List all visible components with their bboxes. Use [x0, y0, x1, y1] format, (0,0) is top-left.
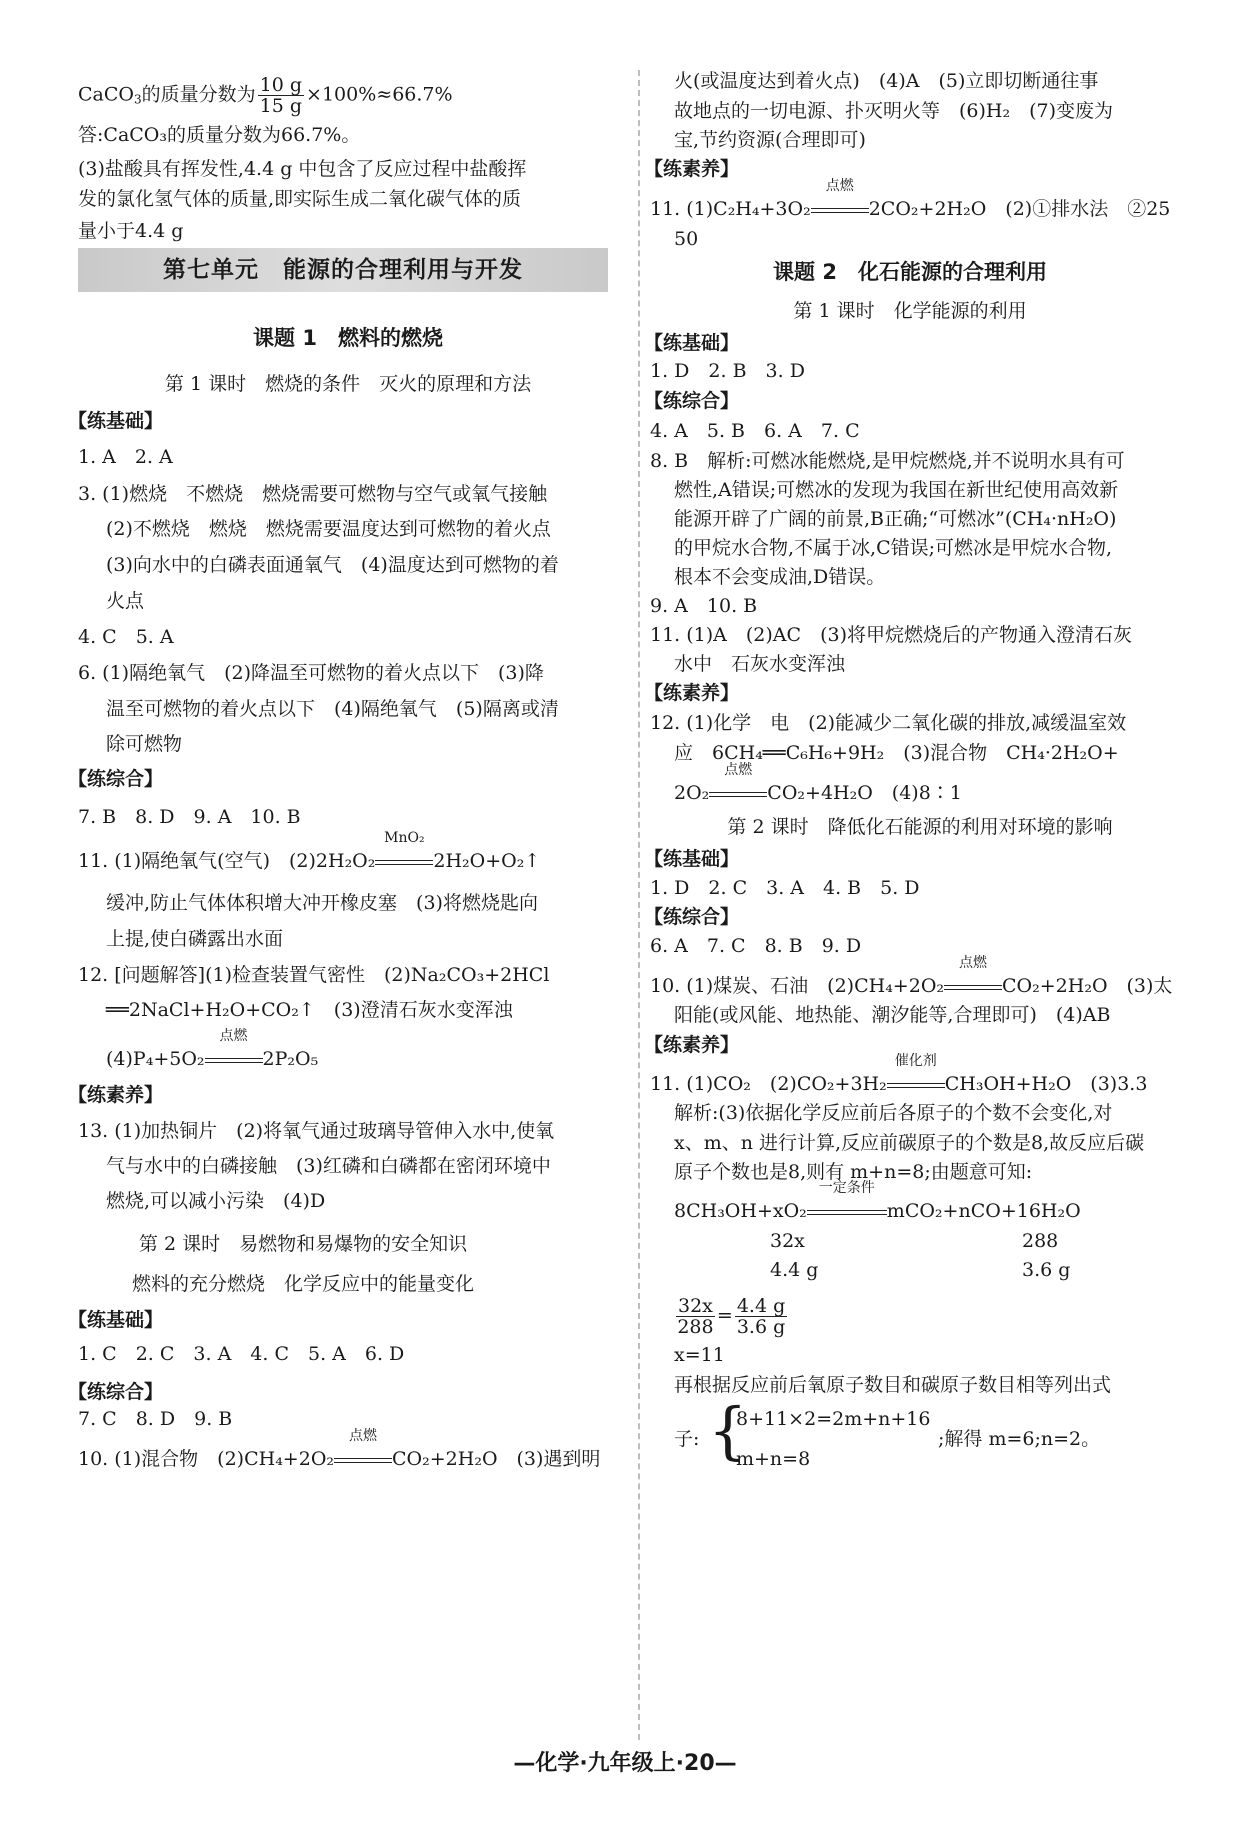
- answer-line: 12. [问题解答](1)检查装置气密性 (2)Na₂CO₃+2HCl: [78, 964, 550, 986]
- reaction-condition: 一定条件: [807, 1198, 887, 1224]
- answer-line: 燃烧,可以减小污染 (4)D: [106, 1190, 326, 1212]
- section-heading: 【练基础】: [644, 332, 740, 354]
- answer-line: (4)P₄+5O₂ 点燃 2P₂O₅: [106, 1028, 319, 1070]
- reaction-condition: 点燃: [944, 973, 1002, 999]
- answer-line: 2O₂ 点燃 CO₂+4H₂O (4)8∶1: [674, 762, 962, 804]
- answer-line: ══2NaCl+H₂O+CO₂↑ (3)澄清石灰水变浑浊: [106, 999, 513, 1021]
- reaction-condition: 催化剂: [887, 1071, 945, 1097]
- section-heading: 【练基础】: [644, 848, 740, 870]
- proportion: $\frac{32x}{288}$ = $\frac{4.4 g}{3.6 g}$: [677, 1295, 786, 1338]
- lesson-title: 第 2 课时 降低化石能源的利用对环境的影响: [727, 816, 1113, 838]
- reaction-condition: MnO₂: [375, 848, 433, 874]
- answer-line: 温至可燃物的着火点以下 (4)隔绝氧气 (5)隔离或清: [106, 698, 559, 720]
- system-prefix: 子:: [674, 1428, 700, 1450]
- chapter-title: 第七单元 能源的合理利用与开发: [78, 248, 608, 292]
- answer-line: 应 6CH₄══C₆H₆+9H₂ (3)混合物 CH₄·2H₂O+: [674, 742, 1119, 764]
- answer-line: 1. D 2. B 3. D: [650, 360, 805, 382]
- page-footer: —化学·九年级上·20—: [513, 1751, 737, 1776]
- fraction: $\frac{10 g}{15 g}$: [259, 74, 303, 117]
- brace-icon: {: [708, 1394, 748, 1467]
- answer-line: 上提,使白磷露出水面: [106, 928, 284, 950]
- reaction-condition: 点燃: [205, 1046, 263, 1072]
- answer-line: 1. D 2. C 3. A 4. B 5. D: [650, 877, 920, 899]
- section-heading: 【练综合】: [68, 768, 164, 790]
- topic-title: 课题 1 燃料的燃烧: [253, 326, 443, 350]
- section-heading: 【练基础】: [68, 410, 164, 432]
- answer-line: 50: [674, 228, 699, 250]
- analysis-line: x、m、n 进行计算,反应前碳原子的个数是8,故反应后碳: [674, 1132, 1145, 1154]
- lesson-title: 第 2 课时 易燃物和易爆物的安全知识: [138, 1233, 468, 1255]
- answer-line: 能源开辟了广阔的前景,B正确;“可燃冰”(CH₄·nH₂O): [674, 508, 1117, 530]
- analysis-line: 再根据反应前后氧原子数目和碳原子数目相等列出式: [674, 1374, 1112, 1396]
- answer-line: 11. (1)隔绝氧气(空气) (2)2H₂O₂ MnO₂ 2H₂O+O₂↑: [78, 830, 541, 872]
- text-line: 量小于4.4 g: [78, 220, 184, 242]
- section-heading: 【练基础】: [68, 1309, 164, 1331]
- caco3-mass-fraction: CaCO$_3$的质量分数为 $\frac{10 g}{15 g}$ ×100%≈66.7%: [78, 74, 453, 117]
- section-heading: 【练素养】: [644, 1034, 740, 1056]
- answer-line: 12. (1)化学 电 (2)能减少二氧化碳的排放,减缓温室效: [650, 712, 1127, 734]
- analysis-line: 解析:(3)依据化学反应前后各原子的个数不会变化,对: [674, 1102, 1113, 1124]
- lesson-title: 第 1 课时 化学能源的利用: [793, 300, 1027, 322]
- solution-line: ;解得 m=6;n=2。: [938, 1428, 1101, 1450]
- answer-line: 1. C 2. C 3. A 4. C 5. A 6. D: [78, 1343, 405, 1365]
- answer-line: 9. A 10. B: [650, 595, 758, 617]
- section-heading: 【练综合】: [644, 390, 740, 412]
- text-line: (3)盐酸具有挥发性,4.4 g 中包含了反应过程中盐酸挥: [78, 158, 527, 180]
- answer-line: (2)不燃烧 燃烧 燃烧需要温度达到可燃物的着火点: [106, 518, 551, 540]
- answer-line: 故地点的一切电源、扑灭明火等 (6)H₂ (7)变废为: [674, 100, 1114, 122]
- answer-line: 火(或温度达到着火点) (4)A (5)立即切断通往事: [674, 70, 1099, 92]
- answer-line: 10. (1)煤炭、石油 (2)CH₄+2O₂ 点燃 CO₂+2H₂O (3)太: [650, 955, 1173, 997]
- answer-line: 燃性,A错误;可燃冰的发现为我国在新世纪使用高效新: [674, 479, 1119, 501]
- reaction-condition: 点燃: [334, 1446, 392, 1472]
- answer-line: 7. C 8. D 9. B: [78, 1408, 233, 1430]
- reaction-condition: 点燃: [709, 780, 767, 806]
- lesson-title: 第 1 课时 燃烧的条件 灭火的原理和方法: [164, 373, 532, 395]
- answer-line: 4. A 5. B 6. A 7. C: [650, 420, 860, 442]
- answer-line: 3. (1)燃烧 不燃烧 燃烧需要可燃物与空气或氧气接触: [78, 483, 548, 505]
- equation-line: m+n=8: [736, 1448, 811, 1470]
- section-heading: 【练素养】: [644, 158, 740, 180]
- section-heading: 【练素养】: [644, 682, 740, 704]
- result-line: x=11: [674, 1344, 725, 1366]
- answer-line: 4. C 5. A: [78, 626, 174, 648]
- equation-value: 4.4 g: [770, 1259, 819, 1281]
- equation-line: 8+11×2=2m+n+16: [736, 1408, 931, 1430]
- section-heading: 【练素养】: [68, 1084, 164, 1106]
- equation-value: 32x: [770, 1230, 805, 1252]
- answer-line: 缓冲,防止气体体积增大冲开橡皮塞 (3)将燃烧匙向: [106, 892, 538, 914]
- answer-line: 宝,节约资源(合理即可): [674, 129, 866, 151]
- answer-line: 10. (1)混合物 (2)CH₄+2O₂ 点燃 CO₂+2H₂O (3)遇到明: [78, 1428, 601, 1470]
- answer-line: 7. B 8. D 9. A 10. B: [78, 806, 301, 828]
- answer-line: 13. (1)加热铜片 (2)将氧气通过玻璃导管伸入水中,使氧: [78, 1120, 555, 1142]
- section-heading: 【练综合】: [68, 1381, 164, 1403]
- answer-line: 6. A 7. C 8. B 9. D: [650, 935, 862, 957]
- answer-line: 答:CaCO₃的质量分数为66.7%。: [78, 124, 361, 146]
- answer-line: 根本不会变成油,D错误。: [674, 566, 886, 588]
- answer-line: 除可燃物: [106, 733, 183, 755]
- reaction-condition: 点燃: [811, 196, 869, 222]
- equation-value: 288: [1022, 1230, 1059, 1252]
- answer-line: 气与水中的白磷接触 (3)红磷和白磷都在密闭环境中: [106, 1155, 551, 1177]
- answer-line: 11. (1)A (2)AC (3)将甲烷燃烧后的产物通入澄清石灰: [650, 624, 1132, 646]
- answer-line: 水中 石灰水变浑浊: [674, 653, 846, 675]
- answer-line: 阳能(或风能、地热能、潮汐能等,合理即可) (4)AB: [674, 1004, 1111, 1026]
- answer-line: 11. (1)C₂H₄+3O₂ 点燃 2CO₂+2H₂O (2)①排水法 ②25: [650, 178, 1171, 220]
- column-divider: [638, 70, 640, 1740]
- answer-line: 的甲烷水合物,不属于冰,C错误;可燃冰是甲烷水合物,: [674, 537, 1113, 559]
- text-line: 发的氯化氢气体的质量,即实际生成二氧化碳气体的质: [78, 188, 522, 210]
- lesson-title: 燃料的充分燃烧 化学反应中的能量变化: [131, 1273, 474, 1295]
- answer-line: 8. B 解析:可燃冰能燃烧,是甲烷燃烧,并不说明水具有可: [650, 450, 1125, 472]
- topic-title: 课题 2 化石能源的合理利用: [773, 260, 1047, 284]
- answer-line: 火点: [106, 590, 145, 612]
- answer-line: (3)向水中的白磷表面通氧气 (4)温度达到可燃物的着: [106, 554, 559, 576]
- answer-line: 6. (1)隔绝氧气 (2)降温至可燃物的着火点以下 (3)降: [78, 662, 544, 684]
- answer-line: 11. (1)CO₂ (2)CO₂+3H₂ 催化剂 CH₃OH+H₂O (3)3.3: [650, 1053, 1148, 1095]
- section-heading: 【练综合】: [644, 906, 740, 928]
- answer-line: 1. A 2. A: [78, 446, 173, 468]
- analysis-line: 原子个数也是8,则有 m+n=8;由题意可知:: [674, 1161, 1033, 1183]
- equation-value: 3.6 g: [1022, 1259, 1071, 1281]
- equation-line: 8CH₃OH+xO₂ 一定条件 mCO₂+nCO+16H₂O: [674, 1180, 1081, 1222]
